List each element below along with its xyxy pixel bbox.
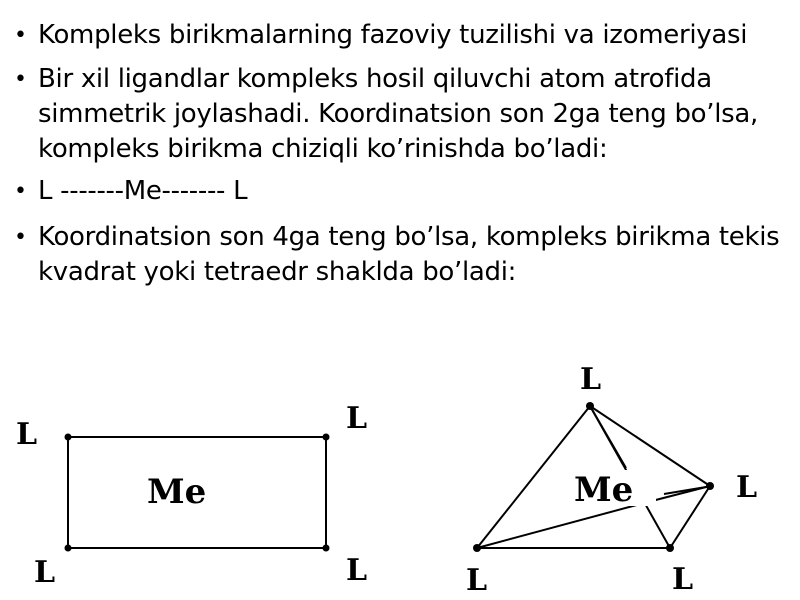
- ligand-label: L: [736, 470, 758, 505]
- vertex-dot: [666, 544, 674, 552]
- square-planar-diagram: [16, 401, 367, 590]
- bullet-text: L -------Me------- L: [38, 176, 248, 206]
- bullet-text: Bir xil ligandlar kompleks hosil qiluvchi atom atrofida simmetrik joylashadi. Koordinatsion son 2ga teng bo’lsa, kompleks birikma chiziqli ko’rinishda bo’ladi:: [38, 64, 759, 164]
- vertex-dot: [323, 545, 330, 552]
- vertex-dot: [65, 545, 72, 552]
- ligand-label: L: [16, 417, 38, 452]
- metal-label: Me: [147, 472, 207, 512]
- ligand-label: L: [466, 563, 488, 598]
- bond-line: [590, 406, 626, 468]
- bullet-dot: •: [14, 225, 27, 250]
- ligand-label: L: [346, 401, 368, 436]
- vertex-dot: [323, 434, 330, 441]
- ligand-label: L: [672, 562, 694, 597]
- ligand-label: L: [34, 555, 56, 590]
- vertex-dot: [65, 434, 72, 441]
- tetrahedral-diagram: [466, 362, 757, 598]
- vertex-dot: [586, 402, 594, 410]
- bullet-dot: •: [14, 179, 27, 204]
- bullet-dot: •: [14, 67, 27, 92]
- bullet-text: Kompleks birikmalarning fazoviy tuzilishi va izomeriyasi: [38, 20, 748, 50]
- ligand-label: L: [580, 362, 602, 397]
- bullet-dot: •: [14, 23, 27, 48]
- vertex-dot: [706, 482, 714, 490]
- ligand-label: L: [346, 553, 368, 588]
- metal-label: Me: [574, 470, 634, 510]
- bullet-text: Koordinatsion son 4ga teng bo’lsa, kompleks birikma tekis kvadrat yoki tetraedr shakldа bo’ladi:: [38, 222, 780, 287]
- vertex-dot: [473, 544, 481, 552]
